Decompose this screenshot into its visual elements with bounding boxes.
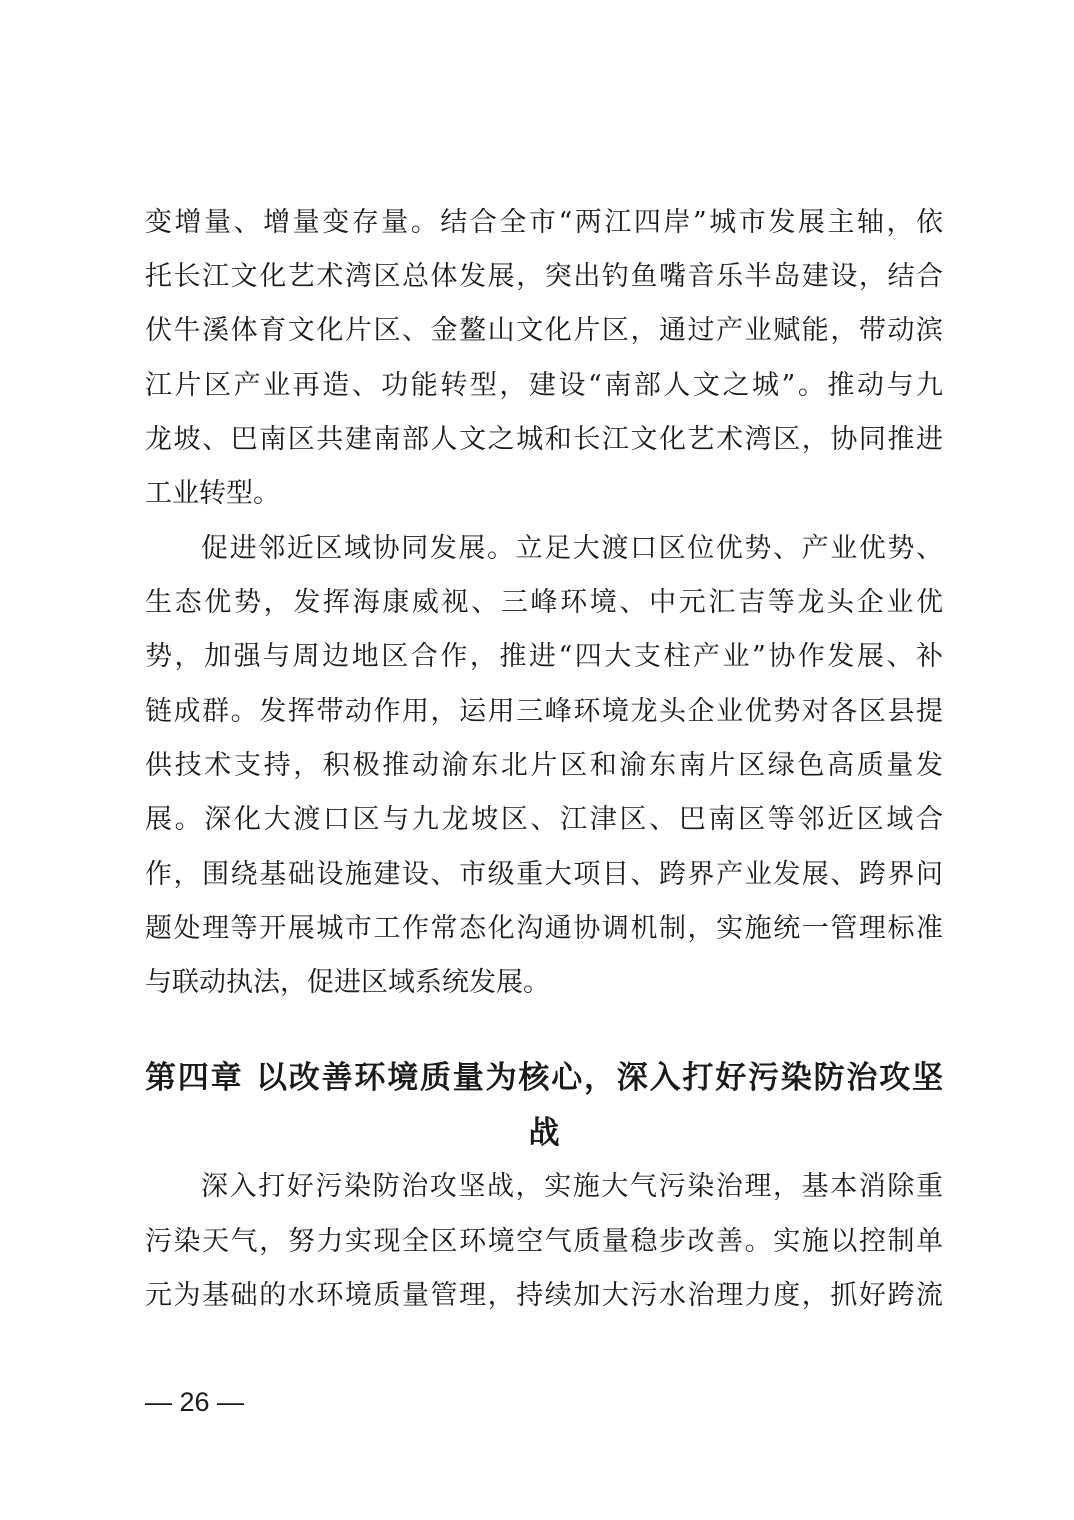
page-number: — 26 — bbox=[145, 1387, 245, 1417]
text-line: 展。深化大渡口区与九龙坡区、江津区、巴南区等邻近区域合 bbox=[145, 804, 943, 835]
text-line: 题处理等开展城市工作常态化沟通协调机制，实施统一管理标准 bbox=[145, 913, 943, 944]
text-line: 元为基础的水环境质量管理，持续加大污水治理力度，抓好跨流 bbox=[145, 1280, 943, 1311]
text-line: 变增量、增量变存量。结合全市“两江四岸”城市发展主轴，依 bbox=[145, 207, 943, 238]
text-line: 龙坡、巴南区共建南部人文之城和长江文化艺术湾区，协同推进 bbox=[145, 424, 943, 455]
text-line: 势，加强与周边地区合作，推进“四大支柱产业”协作发展、补 bbox=[145, 641, 943, 672]
text-line: 伏牛溪体育文化片区、金鳌山文化片区，通过产业赋能，带动滨 bbox=[145, 315, 943, 346]
chapter-heading-line-2: 战 bbox=[528, 1115, 560, 1151]
text-line: 污染天气，努力实现全区环境空气质量稳步改善。实施以控制单 bbox=[145, 1226, 943, 1257]
text-line: 托长江文化艺术湾区总体发展，突出钓鱼嘴音乐半岛建设，结合 bbox=[145, 261, 943, 292]
text-line: 链成群。发挥带动作用，运用三峰环境龙头企业优势对各区县提 bbox=[145, 696, 943, 727]
text-line: 工业转型。 bbox=[145, 478, 280, 509]
text-line: 江片区产业再造、功能转型，建设“南部人文之城”。推动与九 bbox=[145, 370, 943, 401]
chapter-heading-line-1: 第四章 以改善环境质量为核心，深入打好污染防治攻坚 bbox=[145, 1060, 943, 1096]
text-line: 深入打好污染防治攻坚战，实施大气污染治理，基本消除重 bbox=[201, 1171, 943, 1202]
text-line: 与联动执法，促进区域系统发展。 bbox=[145, 967, 550, 998]
text-line: 作，围绕基础设施建设、市级重大项目、跨界产业发展、跨界问 bbox=[145, 859, 943, 890]
text-line: 促进邻近区域协同发展。立足大渡口区位优势、产业优势、 bbox=[201, 533, 943, 564]
text-line: 供技术支持，积极推动渝东北片区和渝东南片区绿色高质量发 bbox=[145, 750, 943, 781]
text-line: 生态优势，发挥海康威视、三峰环境、中元汇吉等龙头企业优 bbox=[145, 587, 943, 618]
